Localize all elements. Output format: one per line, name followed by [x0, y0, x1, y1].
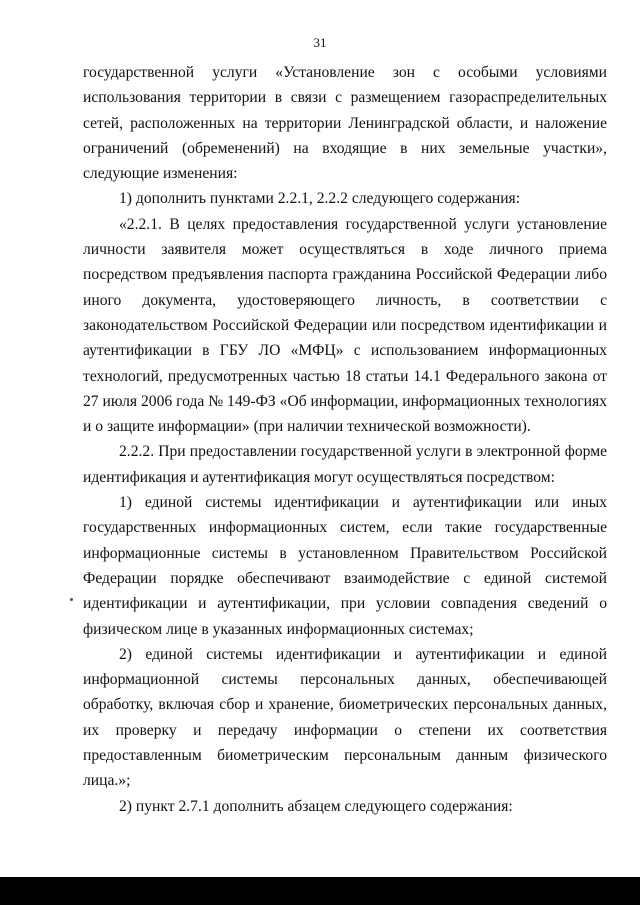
paragraph-clause-2-2-1: «2.2.1. В целях предоставления государственной услуги установление личности заявителя может осуществляться в ходе личного приема посредством предъявления паспорта гражданина Российской Федерации либо иного документа, удостоверяющего личность, в соответствии с законодательством Российской Федерации или посредством идентификации и аутентификации в ГБУ ЛО «МФЦ» с использованием информационных технологий, предусмотренных частью 18 статьи 14.1 Федерального закона от 27 июля 2006 года № 149-ФЗ «Об информации, информационных технологиях и о защите информации» (при наличии технической возможности).: [83, 215, 607, 436]
paragraph-item-2: 2) пункт 2.7.1 дополнить абзацем следующего содержания:: [119, 797, 513, 815]
paragraph-subitem-2: 2) единой системы идентификации и аутентификации и единой информационной системы персональных данных, обеспечивающей обработку, включая сбор и хранение, биометрических персональных данных, их проверку и передачу информации о степени их соответствия предоставленным биометрическим персональным данным физического лица.»;: [83, 645, 607, 790]
document-body: [83, 60, 607, 819]
scan-bottom-border: [0, 877, 640, 905]
paragraph-subitem-1: 1) единой системы идентификации и аутентификации или иных государственных информационных систем, если такие государственные информационные системы в установленном Правительством Российской Федерации порядке обеспечивают взаимодействие с единой системой идентификации и аутентификации, при условии совпадения сведений о физическом лице в указанных информационных системах;: [83, 494, 607, 638]
page-number: 31: [313, 35, 327, 50]
paragraph-intro: государственной услуги «Установление зон с особыми условиями использования территории в связи с размещением газораспределительных сетей, расположенных на территории Ленинградской области, и наложение ограничений (обременений) на входящие в них земельные участки», следующие изменения:: [83, 64, 607, 183]
paragraph-clause-2-2-2: 2.2.2. При предоставлении государственной услуги в электронной форме идентификация и аутентификация могут осуществляться посредством:: [83, 443, 607, 486]
scan-speck: [70, 598, 73, 601]
paragraph-item-1: 1) дополнить пунктами 2.2.1, 2.2.2 следующего содержания:: [119, 190, 521, 208]
